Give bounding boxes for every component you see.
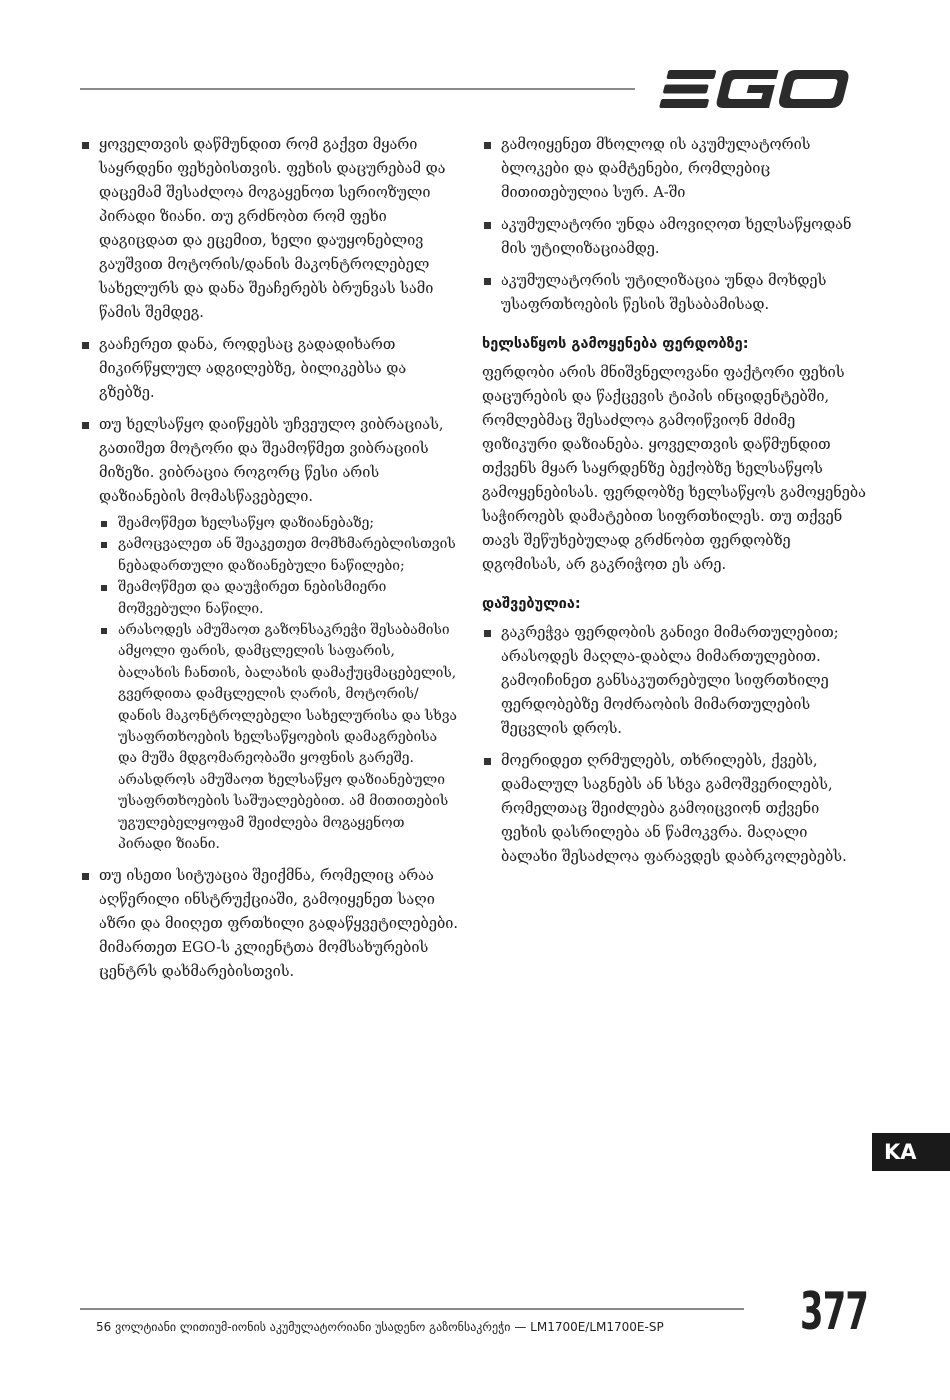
list-item: აკუმულატორი უნდა ამოვიღოთ ხელსაწყოდან მის უტილიზაციამდე. (482, 213, 867, 261)
header-rule (80, 88, 635, 90)
sub-list-item: გამოცვალეთ ან შეაკეთეთ მომხმარებლისთვის ნებადართული დაზიანებული ნაწილები; (99, 534, 460, 577)
list-item: გაკრეჭვა ფერდობის განივი მიმართულებით; არასოდეს მაღლა-დაბლა მიმართულებით. გამოიჩინეთ განსაკუთრებული სიფრთხილე ფერდობებზე მოძრაობის მიმართულების შეცვლის დროს. (482, 621, 867, 741)
battery-list (482, 133, 867, 317)
list-item-text: თუ ხელსაწყო დაიწყებს უჩვეულო ვიბრაციას, გათიშეთ მოტორი და შეამოწმეთ ვიბრაციის მიზეზი. ვიბრაცია როგორც წესი არის დაზიანების მომასწავებელი. (99, 417, 444, 505)
ego-logo (652, 64, 862, 114)
sub-list-item: არასოდეს ამუშაოთ გაზონსაკრეჭი შესაბამისი ამყოლი ფარის, დამცლელის საფარის, ბალახის ჩანთის, ბალახის დამაქუცმაცებელის, გვერდითა დამცლელის ღარის, მოტორის/დანის მაკონტროლებელი სახელურისა და სხვა უსაფრთხოების ხელსაწყოების დამაგრებისა და მუშა მდგომარეობაში ყოფნის გარეშე. არასდროს ამუშაოთ ხელსაწყო დაზიანებული უსაფრთხოების საშუალებებით. ამ მითითების უგულებელყოფამ შეიძლება მოგაყენოთ პირადი ზიანი. (99, 620, 460, 855)
list-item (80, 413, 460, 856)
allowed-list (482, 621, 867, 869)
list-item: გამოიყენეთ მხოლოდ ის აკუმულატორის ბლოკები და დამტენები, რომლებიც მითითებულია სურ. A-ში (482, 133, 867, 205)
sub-list-item: შეამოწმეთ ხელსაწყო დაზიანებაზე; (99, 513, 460, 534)
list-item: თუ ისეთი სიტუაცია შეიქმნა, რომელიც არაა აღწერილი ინსტრუქციაში, გამოიყენეთ საღი აზრი და მიიღეთ ფრთხილი გადაწყვეტილებები. მიმართეთ EGO-ს კლიენტთა მომსახურების ცენტრს დახმარებისთვის. (80, 864, 460, 984)
list-item: მოერიდეთ ღრმულებს, თხრილებს, ქვებს, დამალულ საგნებს ან სხვა გამოშვერილებს, რომელთაც შეიძლება გამოიცვიონ თქვენი ფეხის დასრილება ან წამოკვრა. მაღალი ბალახი შესაძლოა ფარავდეს დაბრკოლებებს. (482, 749, 867, 869)
right-column (482, 133, 867, 877)
language-tab: KA (872, 1133, 950, 1171)
safety-list (80, 133, 460, 984)
slopes-paragraph: ფერდობი არის მნიშვნელოვანი ფაქტორი ფეხის დაცურების და წაქცევის ტიპის ინციდენტებში, რომლებმაც შესაძლოა გამოიწვიონ მძიმე ფიზიკური დაზიანება. ყოველთვის დაწმუნდით თქვენს მყარ საყრდენზე ბექობზე ხელსაწყოს გამოყენებისას. ფერდობზე ხელსაწყოს გამოყენება საჭიროებს დამატებით სიფრთხილეს. თუ თქვენ თავს შეწუხებულად გრძნობთ ფერდობზე დგომისას, არ გაკრიჭოთ ეს არე. (482, 365, 866, 573)
section-heading-allowed: დაშვებულია: (482, 596, 581, 612)
list-item: ყოველთვის დაწმუნდით რომ გაქვთ მყარი საყრდენი ფეხებისთვის. ფეხის დაცურებამ და დაცემამ შესაძლოა მოგაყენოთ სერიოზული პირადი ზიანი. თუ გრძნობთ რომ ფეხი დაგიცდათ და ეცემით, ხელი დაუყონებლივ გაუშვით მოტორის/დანის მაკონტროლებელ სახელურს და დანა შეაჩერებს ბრუნვას სამი წამის შემდეგ. (80, 133, 460, 325)
left-column (80, 133, 460, 992)
footer-text: 56 ვოლტიანი ლითიუმ-იონის აკუმულატორიანი უსადენო გაზონსაკრეჭი — LM1700E/LM1700E-SP (96, 1320, 664, 1334)
section-heading-slopes: ხელსაწყოს გამოყენება ფერდობზე: (482, 336, 749, 352)
list-item: გააჩერეთ დანა, როდესაც გადადიხართ მიკირწყლულ ადგილებზე, ბილიკებსა და გზებზე. (80, 333, 460, 405)
footer-rule (80, 1308, 744, 1310)
sub-list-item: შეამოწმეთ და დაუჭირეთ ნებისმიერი მოშვებული ნაწილი. (99, 577, 460, 620)
list-item: აკუმულატორის უტილიზაცია უნდა მოხდეს უსაფრთხოების წესის შესაბამისად. (482, 269, 867, 317)
page-number: 377 (800, 1282, 869, 1342)
sub-list (99, 513, 460, 856)
